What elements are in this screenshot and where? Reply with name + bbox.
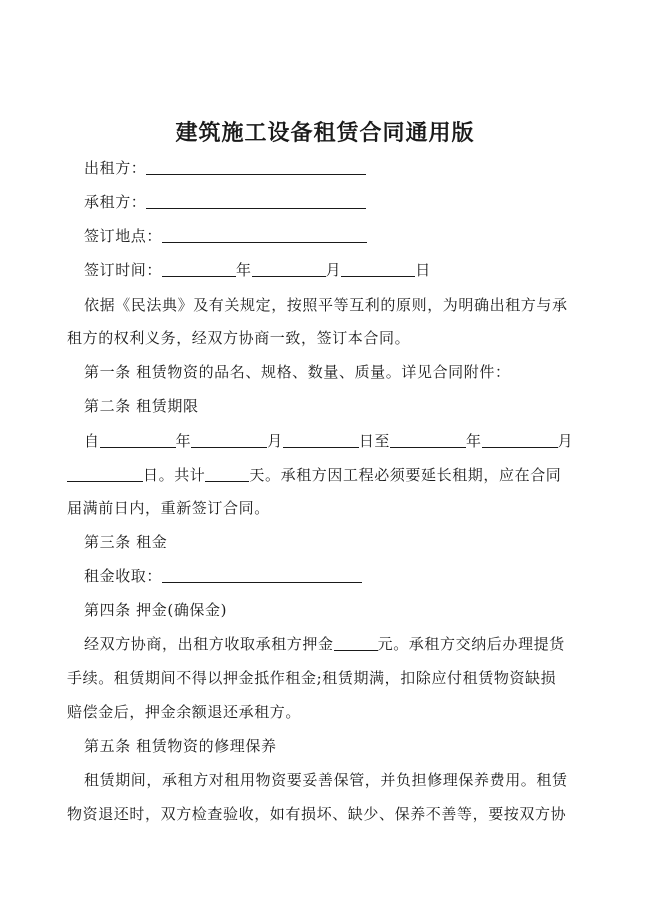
time-day-blank[interactable]: [341, 260, 415, 277]
start-year-unit: 年: [175, 432, 192, 450]
lessee-row: [84, 192, 366, 212]
article4-heading: 第四条 押金(确保金): [84, 601, 228, 619]
article1-text: 第一条 租赁物资的品名、规格、数量、质量。详见合同附件：: [84, 363, 511, 381]
time-day-unit: 日: [415, 261, 431, 279]
article2-heading: 第二条 租赁期限: [84, 397, 199, 415]
rent-collection-label: 租金收取：: [84, 567, 163, 585]
article2-total-label: 日。共计: [143, 466, 206, 484]
time-row: [84, 260, 431, 280]
preamble-line-2: 租方的权利义务，经双方协商一致，签订本合同。: [67, 329, 411, 347]
deposit-amount-blank[interactable]: [334, 634, 378, 651]
deposit-text-b: 元。承租方交纳后办理提货: [377, 635, 565, 653]
end-year-blank[interactable]: [390, 431, 466, 448]
time-label: 签订时间：: [84, 261, 163, 279]
time-year-blank[interactable]: [162, 260, 236, 277]
article2-line-2: [67, 465, 561, 485]
lessor-row: [84, 158, 366, 178]
article4-line-3: 赔偿金后，押金余额退还承租方。: [67, 703, 302, 721]
article5-heading: 第五条 租赁物资的修理保养: [84, 737, 277, 755]
rent-collection-blank[interactable]: [162, 566, 362, 583]
lessee-blank[interactable]: [146, 192, 366, 209]
total-days-blank[interactable]: [205, 465, 249, 482]
place-label: 签订地点：: [84, 227, 163, 245]
place-row: [84, 226, 367, 246]
article2-line-1: [84, 431, 573, 451]
start-day-blank[interactable]: [283, 431, 359, 448]
place-blank[interactable]: [162, 226, 367, 243]
start-month-blank[interactable]: [191, 431, 267, 448]
article4-line-2: 手续。租赁期间不得以押金抵作租金;租赁期满，扣除应付租赁物资缺损: [67, 669, 557, 687]
lessee-label: 承租方：: [84, 193, 147, 211]
article5-line-1: 租赁期间，承租方对租用物资要妥善保管，并负担修理保养费用。租赁: [84, 771, 568, 789]
time-month-unit: 月: [325, 261, 342, 279]
start-year-blank[interactable]: [100, 431, 176, 448]
article2-to: 日至: [358, 432, 391, 450]
deposit-text-a: 经双方协商，出租方收取承租方押金: [84, 635, 334, 653]
article2-extension-text: 天。承租方因工程必须要延长租期，应在合同: [249, 466, 562, 484]
preamble-line-1: 依据《民法典》及有关规定，按照平等互利的原则，为明确出租方与承: [84, 296, 568, 314]
end-month-blank[interactable]: [482, 431, 558, 448]
document-title: 建筑施工设备租赁合同通用版: [175, 120, 475, 146]
article3-heading: 第三条 租金: [84, 533, 168, 551]
end-year-unit: 年: [466, 432, 482, 450]
rent-collection-row: [84, 566, 362, 586]
article4-line-1: [84, 634, 565, 654]
time-year-unit: 年: [236, 261, 252, 279]
end-month-unit: 月: [557, 432, 574, 450]
lessor-label: 出租方：: [84, 159, 147, 177]
start-month-unit: 月: [267, 432, 283, 450]
end-day-blank[interactable]: [67, 465, 143, 482]
article2-from: 自: [84, 432, 100, 450]
article2-line-3: 届满前日内，重新签订合同。: [67, 499, 270, 517]
time-month-blank[interactable]: [252, 260, 326, 277]
lessor-blank[interactable]: [146, 158, 366, 175]
article5-line-2: 物资退还时，双方检查验收，如有损坏、缺少、保养不善等，要按双方协: [67, 805, 567, 823]
